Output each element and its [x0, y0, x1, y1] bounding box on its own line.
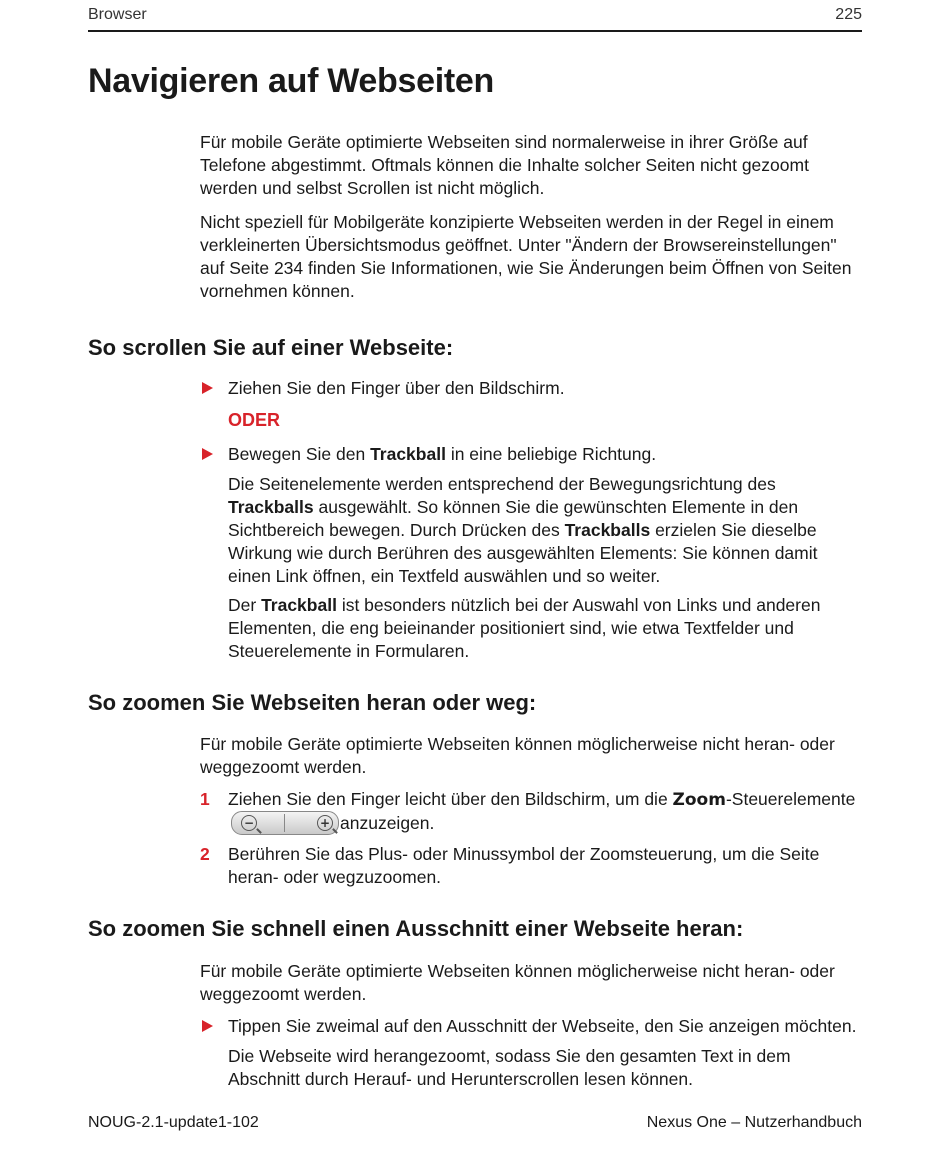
scroll-bullet-1: Ziehen Sie den Finger über den Bildschirm. — [228, 378, 565, 398]
quickzoom-heading: So zoomen Sie schnell einen Ausschnitt einer Webseite heran: — [88, 916, 744, 941]
bullet-arrow-icon — [202, 382, 213, 394]
zoom-heading: So zoomen Sie Webseiten heran oder weg: — [88, 690, 537, 715]
quickzoom-bullet: Tippen Sie zweimal auf den Ausschnitt der Webseite, den Sie anzeigen möchten. — [228, 1016, 857, 1036]
footer-doc-title: Nexus One – Nutzerhandbuch — [646, 1114, 862, 1131]
step-number-1: 1 — [200, 789, 210, 809]
trackball-term: Trackballs — [564, 520, 651, 540]
scroll-bullet-2 — [228, 443, 862, 466]
page-title: Navigieren auf Webseiten — [88, 62, 494, 100]
zoom-intro: Für mobile Geräte optimierte Webseiten können möglicherweise nicht heran- oder weggezoomt werden. — [200, 734, 835, 777]
text-run: Die Seitenelemente werden entsprechend der Bewegungsrichtung des — [228, 474, 776, 494]
text-run: anzuzeigen. — [340, 813, 435, 833]
zoom-in-icon: + — [317, 815, 333, 831]
trackball-term: Trackball — [370, 444, 446, 464]
zoom-control-icon — [231, 811, 339, 835]
zoom-out-icon: − — [241, 815, 257, 831]
text-run: Bewegen Sie den — [228, 444, 371, 464]
or-label: ODER — [228, 410, 281, 430]
step-number-2: 2 — [200, 844, 210, 864]
text-run: -Steuerelemente — [725, 789, 856, 809]
intro-paragraph-1: Für mobile Geräte optimierte Webseiten sind normalerweise in ihrer Größe auf Telefone abgestimmt. Oftmals können die Inhalte solcher Seiten nicht gezoomt werden und selbst Scrollen ist nicht möglich. — [200, 132, 809, 198]
page-number: 225 — [835, 6, 862, 23]
trackball-paragraph-2 — [228, 594, 862, 663]
text-run: erzielen Sie dieselbe Wirkung wie durch Berühren des ausgewählten Elements: Sie können damit einen Link öffnen, ein Textfeld auswählen und so weiter. — [228, 520, 818, 586]
zoom-term: Zoom — [672, 790, 726, 810]
intro-paragraph-2: Nicht speziell für Mobilgeräte konzipierte Webseiten werden in der Regel in einem verkleinerten Übersichtsmodus geöffnet. Unter "Ändern der Browsereinstellungen" auf Seite 234 finden Sie Informationen, wie Sie Änderungen beim Öffnen von Seiten vornehmen können. — [200, 212, 852, 301]
footer-doc-id: NOUG-2.1-update1-102 — [88, 1114, 259, 1131]
zoom-control-divider — [284, 814, 285, 832]
bullet-arrow-icon — [202, 1020, 213, 1032]
trackball-term: Trackballs — [228, 497, 314, 517]
quickzoom-paragraph: Die Webseite wird herangezoomt, sodass Sie den gesamten Text in dem Abschnitt durch Herauf- und Herunterscrollen lesen können. — [228, 1046, 791, 1089]
page-header — [88, 6, 862, 32]
text-run: Ziehen Sie den Finger leicht über den Bildschirm, um die — [228, 789, 673, 809]
scroll-heading: So scrollen Sie auf einer Webseite: — [88, 335, 454, 360]
trackball-paragraph-1 — [228, 473, 862, 588]
text-run: ist besonders nützlich bei der Auswahl von Links und anderen Elementen, die eng beieinander positioniert sind, wie etwa Textfelder und Steuerelemente in Formularen. — [228, 595, 821, 661]
trackball-term: Trackball — [261, 595, 337, 615]
zoom-step-2: Berühren Sie das Plus- oder Minussymbol der Zoomsteuerung, um die Seite heran- oder wegzuzoomen. — [228, 844, 820, 887]
bullet-arrow-icon — [202, 448, 213, 460]
text-run: Der — [228, 595, 262, 615]
quickzoom-intro: Für mobile Geräte optimierte Webseiten können möglicherweise nicht heran- oder weggezoomt werden. — [200, 961, 835, 1004]
text-run: in eine beliebige Richtung. — [445, 444, 657, 464]
header-section: Browser — [88, 6, 147, 23]
text-run: ausgewählt. So können Sie die gewünschten Elemente in den Sichtbereich bewegen. Durch Drücken des — [228, 497, 799, 540]
